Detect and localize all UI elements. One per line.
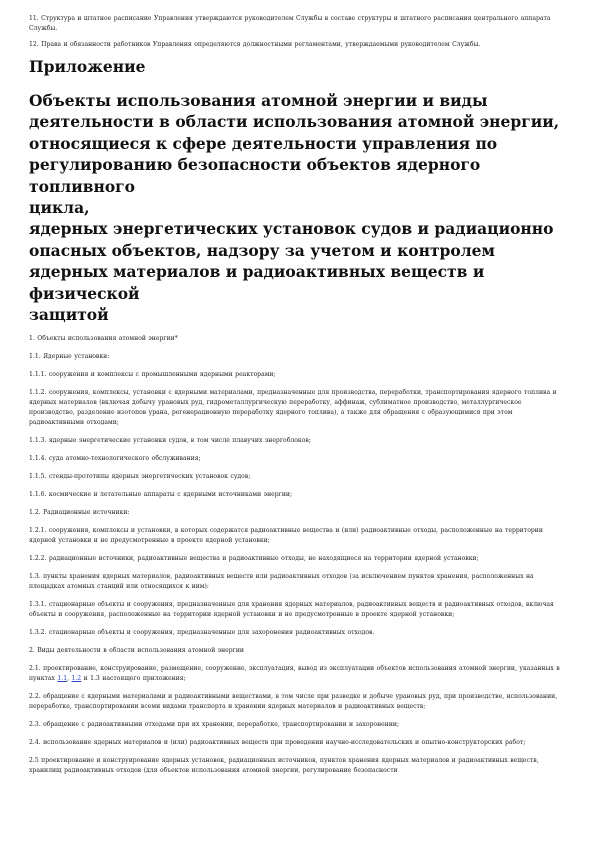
list-item-text: и 1.3 настоящего приложения; bbox=[81, 675, 186, 683]
list-item: 2.4. использование ядерных материалов и (или) радиоактивных веществ при проведении научно-исследовательских и опытно-конструкторских работ; bbox=[29, 739, 526, 747]
link-1-1[interactable]: 1.1 bbox=[57, 675, 68, 683]
list-item-text: 2.1. проектирование, конструирование, размещение, сооружение, эксплуатация, вывод из эксплуатации объектов использования атомной энергии, указанных в пунктах bbox=[29, 665, 560, 683]
list-item: 1.1.2. сооружения, комплексы, установки с ядерными материалами, предназначенные для производства, переработки, транспортирования ядерного топлива и ядерных материалов (включая добычу урановых руд, гидрометаллургическую переработку, аффинаж, сублиматное производство, металлургическое производство, разделение изотопов урана, регенерационную переработку ядерного топлива), а также для обращения с образующимися при этом радиоактивными отходами; bbox=[29, 389, 557, 427]
list-item: 1.1.1. сооружения и комплексы с промышленными ядерными реакторами; bbox=[29, 371, 276, 379]
document-page bbox=[29, 14, 566, 784]
list-item: 2.2. обращение с ядерными материалами и радиоактивными веществами, в том числе при разведке и добыче урановых руд, при производстве, использовании, переработке, транспортировании всеми видами транспорта и хранении ядерных материалов и радиоактивных веществ; bbox=[29, 693, 558, 711]
list-item: 2.1. проектирование, конструирование, размещение, сооружение, эксплуатация, вывод из эксплуатации объектов использования атомной энергии, указанных в пунктах 1.1, 1.2 и 1.3 настоящего приложения; bbox=[29, 665, 560, 683]
list-item: 1.2. Радиационные источники: bbox=[29, 509, 130, 517]
paragraph: 12. Права и обязанности работников Управления определяются должностными регламентами, утверждаемыми руководителем Службы. bbox=[29, 41, 481, 48]
list-item: 2.3. обращение с радиоактивными отходами при их хранении, переработке, транспортировании и захоронении; bbox=[29, 721, 399, 729]
list-item: 1.3.1. стационарные объекты и сооружения, предназначенные для хранения ядерных материалов, радиоактивных веществ и радиоактивных отходов, включая объекты и сооружения, расположенные на территории ядерной установки и не предусмотренные в проекте ядерной установки; bbox=[29, 601, 554, 619]
list-item: 1.3.2. стационарные объекты и сооружения, предназначенные для захоронения радиоактивных отходов. bbox=[29, 629, 375, 637]
list-item: 1. Объекты использования атомной энергии* bbox=[29, 335, 178, 343]
list-item: 1.2.1. сооружения, комплексы и установки, в которых содержатся радиоактивные вещества и (или) радиоактивные отходы, расположенные на территории ядерной установки и не предусмотренные в проекте ядерной установки; bbox=[29, 527, 543, 545]
list-item: 1.1.3. ядерные энергетические установки судов, в том числе плавучих энергоблоков; bbox=[29, 437, 311, 445]
list-item: 1.3. пункты хранения ядерных материалов, радиоактивных веществ или радиоактивных отходов (за исключением пунктов хранения, расположенных на площадках атомных станций или относящихся к ним): bbox=[29, 573, 534, 591]
list-item: 1.2.2. радиационные источники, радиоактивные вещества и радиоактивные отходы, не находящиеся на территории ядерной установки; bbox=[29, 555, 479, 563]
list-item: 2. Виды деятельности в области использования атомной энергии bbox=[29, 647, 244, 655]
paragraph: 11. Структура и штатное расписание Управления утверждаются руководителем Службы в составе структуры и штатного расписания центрального аппарата Службы. bbox=[29, 15, 551, 32]
document-title: Объекты использования атомной энергии и виды деятельности в области использования атомной энергии, относящиеся к сфере деятельности управления по регулированию безопасности объектов ядерного топливного цикла, ядерных энергетических установок судов и радиационно опасных объектов, надзору за учетом и контролем ядерных материалов и радиоактивных веществ и физической защитой bbox=[29, 91, 560, 325]
list-item: 1.1.6. космические и летательные аппараты с ядерными источниками энергии; bbox=[29, 491, 293, 499]
list-item: 1.1.5. стенды-прототипы ядерных энергетических установок судов; bbox=[29, 473, 251, 481]
list-item: 2.5 проектирование и конструирование ядерных установок, радиационных источников, пунктов хранения ядерных материалов и радиоактивных веществ, хранилищ радиоактивных отходов (для объектов использования атомной энергии, регулирование безопасности bbox=[29, 757, 539, 775]
link-1-2[interactable]: 1.2 bbox=[71, 675, 82, 683]
list-item: 1.1. Ядерные установки: bbox=[29, 353, 110, 361]
appendix-heading: Приложение bbox=[29, 57, 146, 76]
list-item: 1.1.4. суда атомно-технологического обслуживания; bbox=[29, 455, 201, 463]
